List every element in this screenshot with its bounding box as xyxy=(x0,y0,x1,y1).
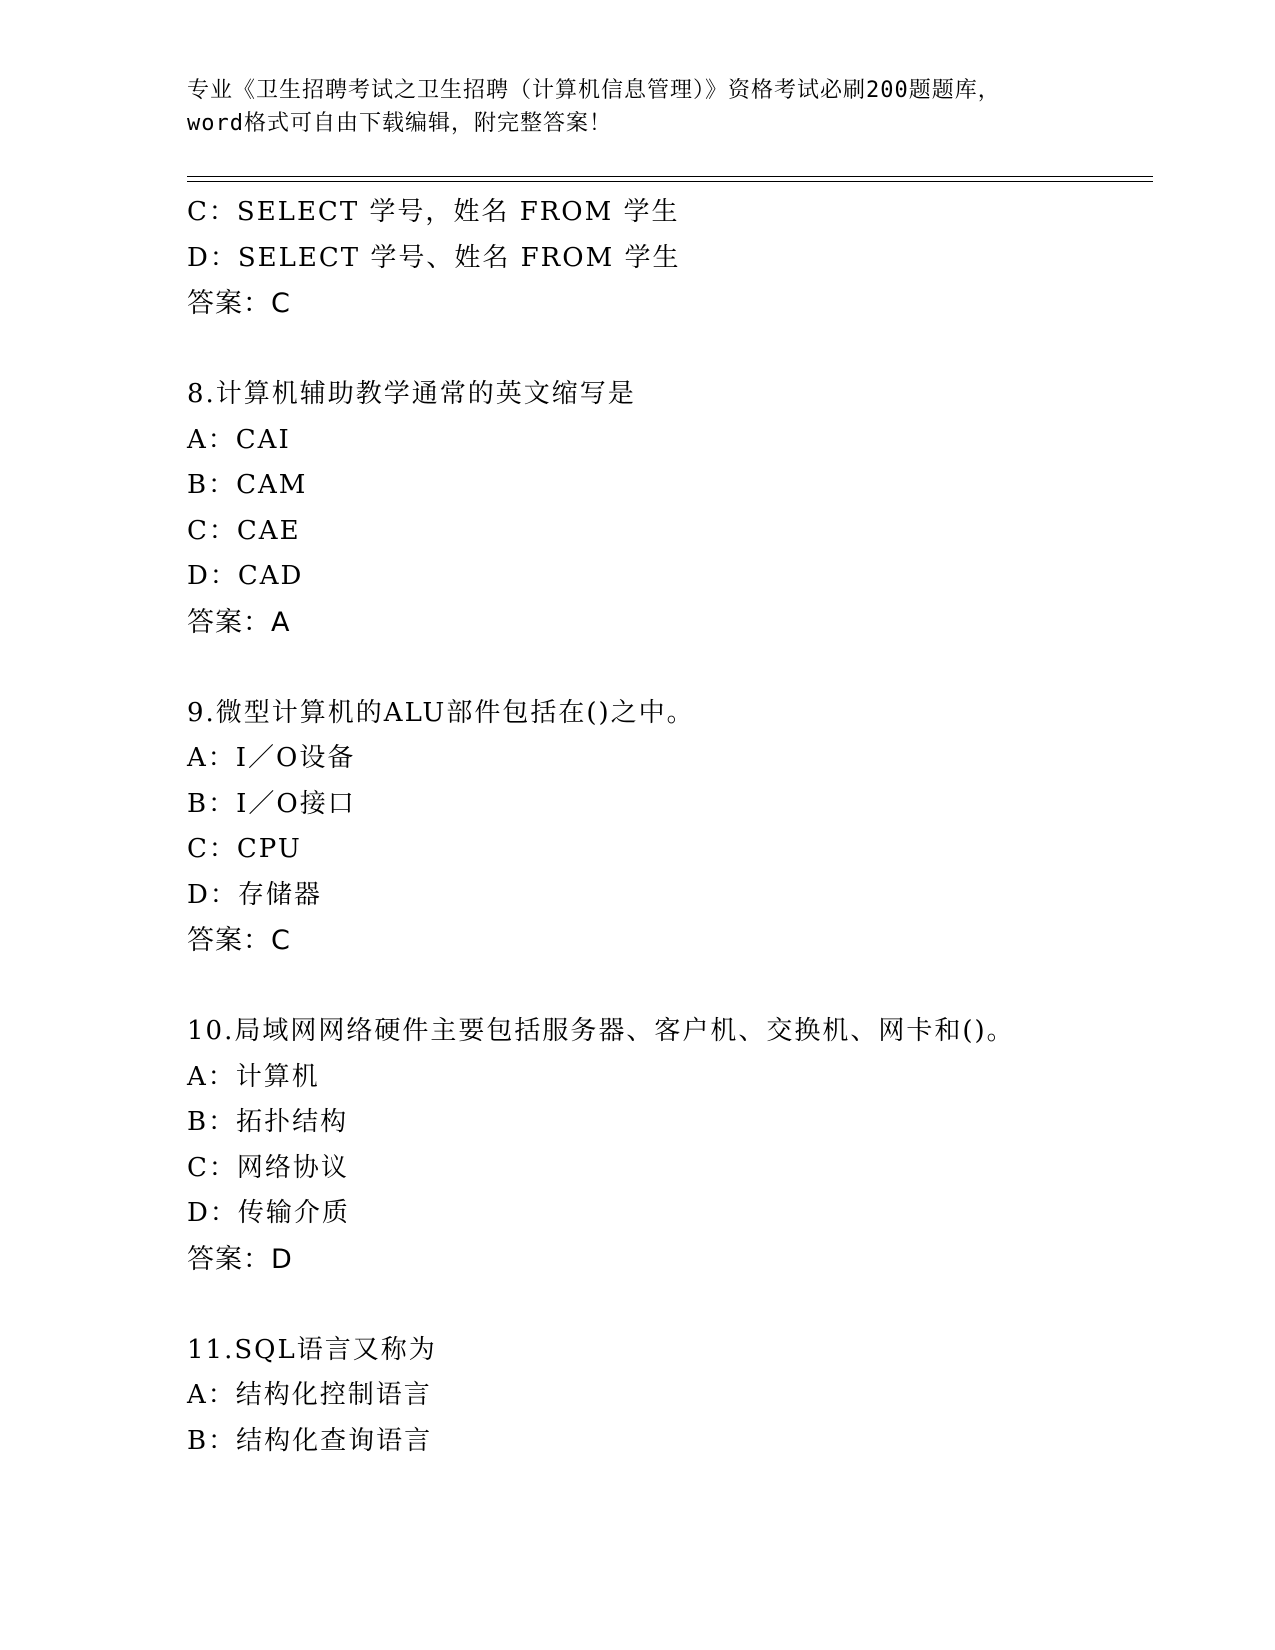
answer-option: B：拓扑结构 xyxy=(187,1107,349,1137)
answer-option: A：I／O设备 xyxy=(187,743,356,773)
answer-option: A：计算机 xyxy=(187,1061,320,1092)
answer-option: B：结构化查询语言 xyxy=(187,1425,433,1456)
answer-option: B：CAM xyxy=(187,470,308,500)
header-rule-bottom xyxy=(187,181,1153,182)
spacer xyxy=(187,964,1153,1010)
answer-line: 答案：A xyxy=(187,606,291,638)
answer-line: 答案：C xyxy=(187,925,291,956)
question-stem: 10.局域网网络硬件主要包括服务器、客户机、交换机、网卡和()。 xyxy=(187,1016,1015,1046)
answer-option: A：结构化控制语言 xyxy=(187,1380,432,1410)
answer-option: C：SELECT 学号，姓名 FROM 学生 xyxy=(187,197,680,227)
answer-option: B：I／O接口 xyxy=(187,788,356,819)
question-stem: 9.微型计算机的ALU部件包括在()之中。 xyxy=(187,697,695,728)
answer-option: D：传输介质 xyxy=(187,1198,350,1228)
answer-option: C：CAE xyxy=(187,515,301,546)
spacer xyxy=(187,327,1153,373)
answer-option: D：CAD xyxy=(187,561,304,591)
document-header xyxy=(187,74,1087,140)
header-line-1: 专业《卫生招聘考试之卫生招聘（计算机信息管理）》资格考试必刷200题题库， xyxy=(187,78,1001,103)
answer-option: C：网络协议 xyxy=(187,1152,349,1183)
answer-option: D：SELECT 学号、姓名 FROM 学生 xyxy=(187,242,681,273)
question-stem: 8.计算机辅助教学通常的英文缩写是 xyxy=(187,379,636,409)
answer-option: C：CPU xyxy=(187,834,302,864)
header-line-2: word格式可自由下载编辑，附完整答案！ xyxy=(187,111,612,136)
answer-option: A：CAI xyxy=(187,424,291,455)
answer-option: D：存储器 xyxy=(187,879,322,910)
header-rule-top xyxy=(187,176,1153,177)
question-stem: 11.SQL语言又称为 xyxy=(187,1334,437,1365)
spacer xyxy=(187,1282,1153,1328)
spacer xyxy=(187,645,1153,691)
answer-line: 答案：C xyxy=(187,288,291,319)
question-list xyxy=(187,190,1153,1464)
answer-line: 答案：D xyxy=(187,1243,293,1275)
